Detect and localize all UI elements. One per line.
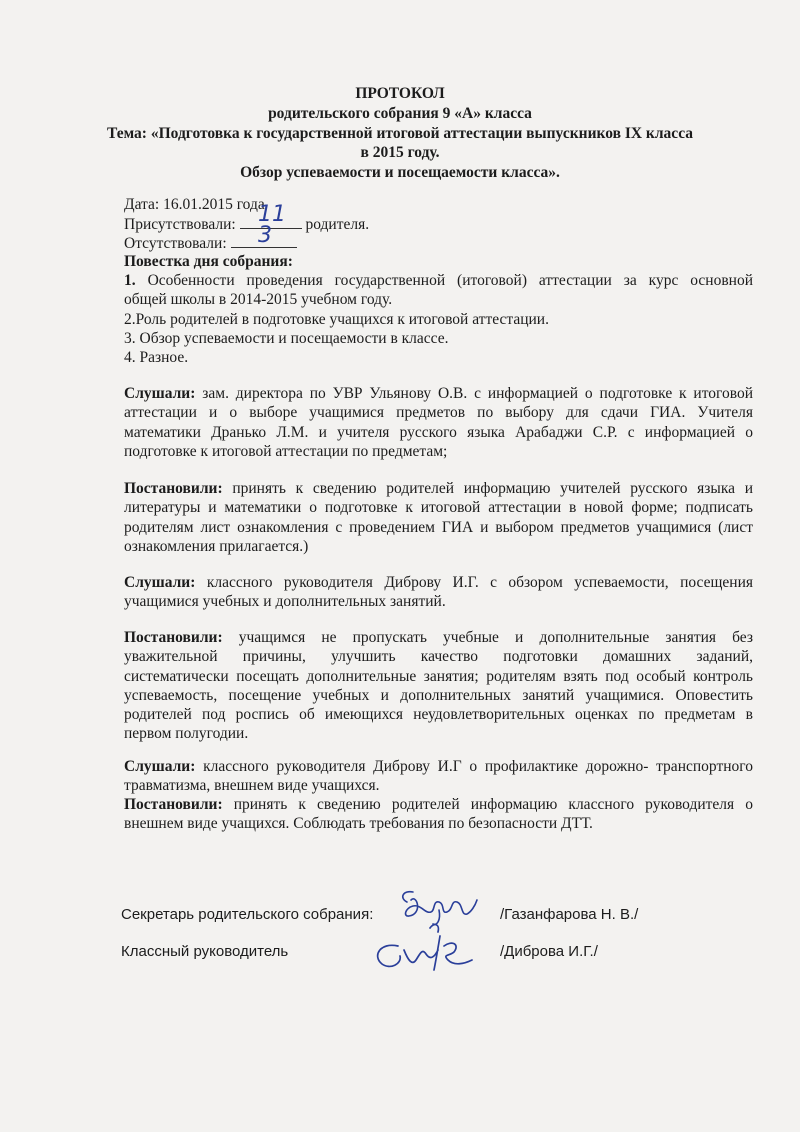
secretary-name: /Газанфарова Н. В./	[500, 906, 639, 923]
agenda-item-1: 1. Особенности проведения государственной (итоговой) аттестации за курс основной общей школы в 2014-2015 учебном году.	[124, 272, 754, 309]
listened-label-1: Слушали:	[124, 385, 196, 402]
date-row	[124, 195, 265, 214]
theme-line-1: Тема: «Подготовка к государственной итоговой аттестации выпускников IX класса	[106, 125, 694, 142]
listened-section-1: Слушали: зам. директора по УВР Ульянову О.В. с информацией о подготовке к итоговой аттестации и о выборе учащимися предметов по выбору для сдачи ГИА. Учителя математики Дранько Л.М. и учителя русского языка Арабаджи С.Р. с информацией о подготовке к итоговой аттестации по предметам;	[124, 385, 754, 460]
agenda-item-4: 4. Разное.	[124, 349, 189, 366]
absent-count-handwritten: 3	[258, 223, 272, 248]
resolved-section-2: Постановили: учащимся не пропускать учебные и дополнительные занятия без уважительной причины, улучшить качество подготовки домашних заданий, систематически посещать дополнительные занятия; родителям взять под особый контроль успеваемость, посещение учебных и дополнительных занятий учащимися. Оповестить родителей под роспись об имеющихся неудовлетворительных оценках по предметам в первом полугодии.	[124, 629, 753, 743]
date-value: 16.01.2015 года	[163, 196, 265, 213]
teacher-name: /Диброва И.Г./	[500, 943, 598, 960]
agenda-item-1-number: 1.	[124, 272, 136, 289]
resolved-label-2: Постановили:	[124, 629, 223, 646]
listened-label-3: Слушали:	[124, 758, 196, 775]
agenda-item-2: 2.Роль родителей в подготовке учащихся к итоговой аттестации.	[124, 311, 549, 328]
teacher-label: Классный руководитель	[121, 943, 289, 960]
document-title: ПРОТОКОЛ	[355, 85, 445, 102]
teacher-signature	[368, 920, 478, 978]
present-row	[124, 214, 369, 234]
listened-section-2: Слушали: классного руководителя Диброву И.Г. с обзором успеваемости, посещения учащимися учебных и дополнительных занятий.	[124, 574, 754, 611]
theme-line-2: в 2015 году.	[360, 144, 440, 161]
document-subtitle: родительского собрания 9 «А» класса	[268, 105, 532, 122]
date-label: Дата:	[124, 196, 160, 213]
agenda-heading: Повестка дня собрания:	[124, 253, 293, 270]
resolved-section-1: Постановили: принять к сведению родителей информацию учителей русского языка и литературы и математики о подготовке к итоговой аттестации в новой форме; подписать родителям лист ознакомления с проведением ГИА и выбором предметов учащимися (лист ознакомления прилагается.)	[124, 480, 753, 555]
listened-label-2: Слушали:	[124, 574, 196, 591]
present-label: Присутствовали:	[124, 216, 236, 233]
listened-section-3: Слушали: классного руководителя Диброву И.Г о профилактике дорожно- транспортного травматизма, внешнем виде учащихся.	[124, 758, 753, 795]
resolved-section-3: Постановили: принять к сведению родителей информацию классного руководителя о внешнем виде учащихся. Соблюдать требования по безопасности ДТТ.	[124, 796, 754, 833]
present-count-handwritten: 11	[258, 202, 286, 227]
absent-label: Отсутствовали:	[124, 235, 227, 252]
agenda-item-3: 3. Обзор успеваемости и посещаемости в классе.	[124, 330, 449, 347]
resolved-label-3: Постановили:	[124, 796, 223, 813]
resolved-label-1: Постановили:	[124, 480, 223, 497]
present-suffix: родителя.	[305, 216, 370, 233]
theme-line-3: Обзор успеваемости и посещаемости класса».	[240, 164, 560, 181]
secretary-label: Секретарь родительского собрания:	[121, 906, 374, 923]
